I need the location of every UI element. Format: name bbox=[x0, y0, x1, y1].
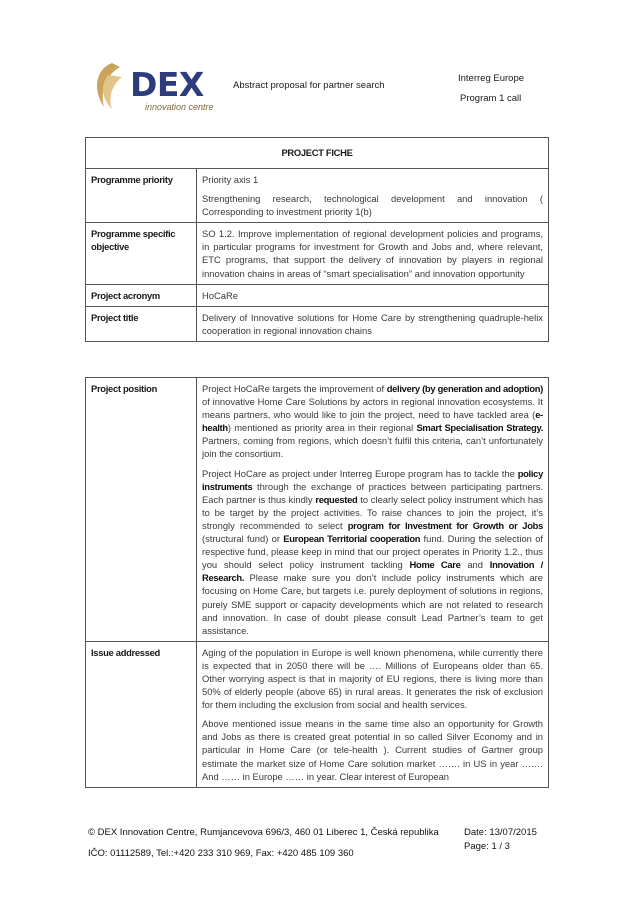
row-value bbox=[197, 378, 549, 642]
row-label: Programme priority bbox=[86, 169, 197, 223]
row-label-text: Programme specific objective bbox=[91, 228, 176, 253]
row-label: Project acronym bbox=[86, 284, 197, 306]
dex-logo bbox=[90, 55, 220, 121]
priority-description: Strengthening research, technological development and innovation ( Corresponding to investment priority 1(b) bbox=[202, 193, 543, 218]
project-fiche-table bbox=[85, 137, 549, 342]
header-program: Interreg Europe bbox=[458, 73, 525, 84]
header-abstract: Abstract proposal for partner search bbox=[233, 80, 385, 91]
row-value: SO 1.2. Improve implementation of regional development policies and programs, in particular programs for investment for Growth and Jobs and, where relevant, ETC programs, that support the delivery of innovation by players in regional innovation chains in areas of “smart specialisation” and innovation opportunity bbox=[197, 223, 549, 284]
row-label bbox=[86, 223, 197, 284]
row-label: Project position bbox=[86, 378, 197, 642]
footer-page: Page: 1 / 3 bbox=[464, 841, 510, 852]
priority-axis: Priority axis 1 bbox=[202, 174, 259, 185]
header-call: Program 1 call bbox=[460, 93, 522, 104]
row-label: Project title bbox=[86, 306, 197, 341]
row-value: Delivery of Innovative solutions for Home Care by strengthening quadruple-helix cooperation in regional innovation chains bbox=[197, 306, 549, 341]
table-row bbox=[86, 223, 549, 284]
table-row bbox=[86, 306, 549, 341]
footer-date: Date: 13/07/2015 bbox=[464, 827, 537, 838]
footer-ids: IČO: 01112589, Tel.:+420 233 310 969, Fax: +420 485 109 360 bbox=[88, 848, 354, 859]
issue-paragraph-2: Above mentioned issue means in the same time also an opportunity for Growth and Jobs as there is created great potential in so called Silver Economy and in particular in Home Care (or tele-health ). Current studies of Gartner group estimate the market size of Home Care solution market ……. in US in year ……. And …… in Europe …… in year. Clear interest of European bbox=[202, 718, 543, 782]
project-details-table bbox=[85, 377, 549, 788]
row-label: Issue addressed bbox=[86, 641, 197, 787]
fiche-title: PROJECT FICHE bbox=[86, 138, 549, 169]
table-row bbox=[86, 169, 549, 223]
logo-wordmark: DEX bbox=[130, 65, 204, 104]
footer-address: © DEX Innovation Centre, Rumjancevova 696/3, 460 01 Liberec 1, Česká republika bbox=[88, 827, 439, 838]
position-paragraph-1: Project HoCaRe targets the improvement of delivery (by generation and adoption) of innovative Home Care Solutions by actors in regional innovation ecosystems. It means partners, who would like to join the project, need to have tackled area (e-health) mentioned as priority area in their regional Smart Specialisation Strategy. Partners, coming from regions, which doesn’t fulfil this criteria, can’t unfortunately join the consortium. bbox=[202, 383, 544, 460]
position-paragraph-2: Project HoCare as project under Interreg Europe program has to tackle the policy instruments through the exchange of practices between participating partners. Each partner is thus kindly requested to clearly select policy instrument which has to be target by the project activities. To raise chances to join the project, it’s strongly recommended to select program for Investment for Growth or Jobs (structural fund) or European Territorial cooperation fund. During the selection of respective fund, please keep in mind that our project operates in Priority 1.2., thus you should select policy instrument tackling Home Care and Innovation / Research. Please make sure you don’t include policy instruments which are focusing on Home Care, but targets i.e. purely deployment of solutions in regions, purely SME support or capacity developments which are not related to research and innovation. In case of doubt please consult Lead Partner’s team to get assistance. bbox=[202, 467, 544, 636]
logo-subtitle: innovation centre bbox=[145, 102, 214, 112]
table-row bbox=[86, 641, 549, 787]
table-row bbox=[86, 284, 549, 306]
row-value bbox=[197, 641, 549, 787]
table-row bbox=[86, 378, 549, 642]
issue-paragraph-1: Aging of the population in Europe is well known phenomena, while currently there is expected that in 2050 there will be …. Millions of Europeans older than 65. Other worrying aspect is that in majority of EU regions, there is living more than 50% of elderly people (above 65) in rural areas. It generates the risk of exclusion for them including the exclusion from social and health services. bbox=[202, 646, 543, 711]
row-value bbox=[197, 169, 549, 223]
row-value: HoCaRe bbox=[197, 284, 549, 306]
